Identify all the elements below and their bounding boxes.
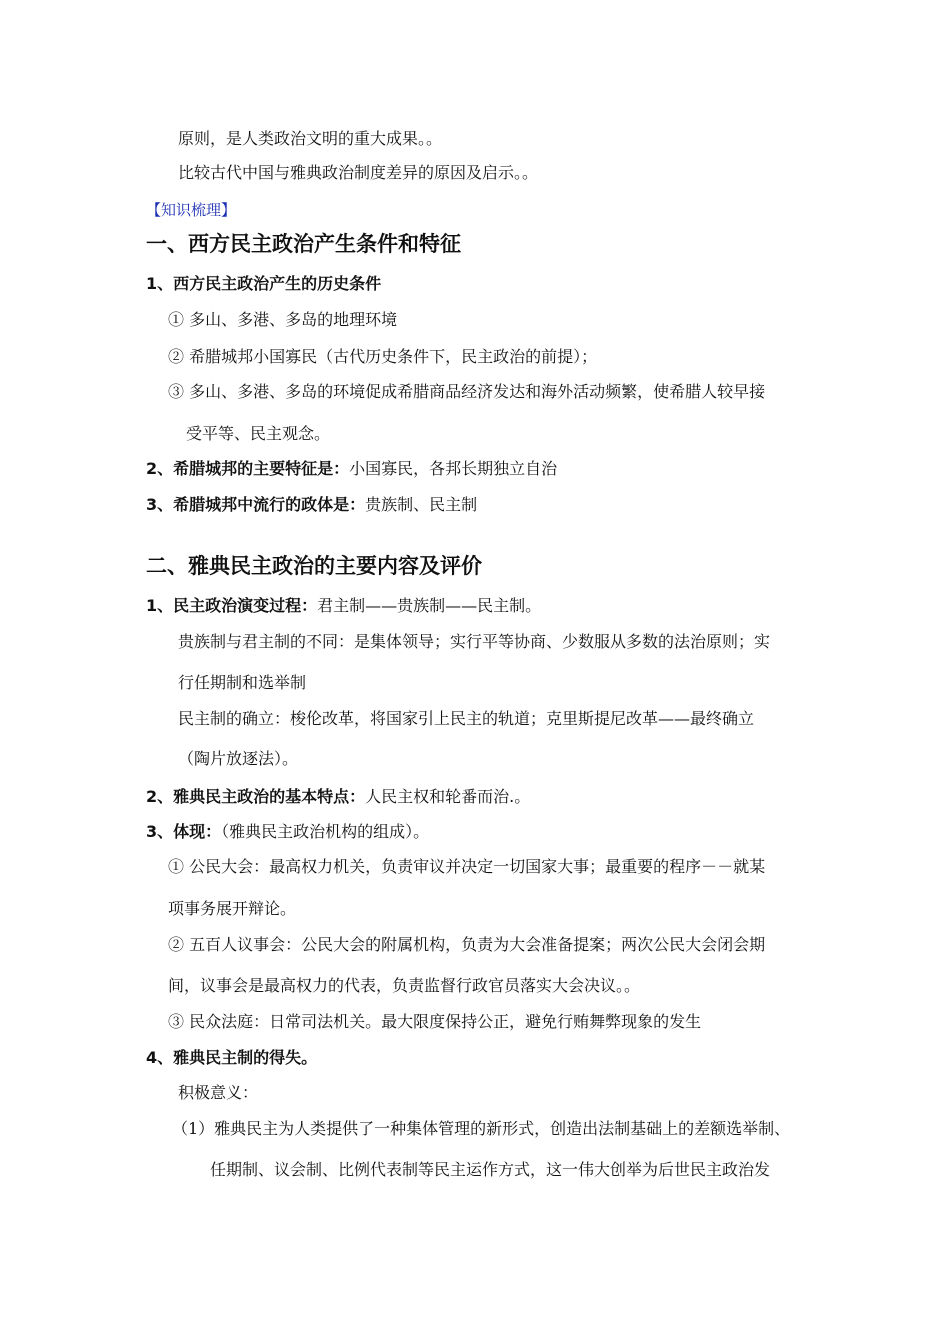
point-label: 3、体现： xyxy=(146,822,222,841)
paragraph-line: 积极意义： xyxy=(178,1083,259,1102)
point-text: （雅典民主政治机构的组成）。 xyxy=(221,822,430,841)
paragraph-line: 原则，是人类政治文明的重大成果。。 xyxy=(178,129,443,148)
point-label: 2、希腊城邦的主要特征是： xyxy=(146,459,350,478)
point-line xyxy=(146,459,557,479)
list-item-continuation: 任期制、议会制、比例代表制等民主运作方式，这一伟大创举为后世民主政治发 xyxy=(210,1160,771,1179)
point-text: 贵族制、民主制 xyxy=(365,495,478,514)
point-label: 1、民主政治演变过程： xyxy=(146,596,318,615)
list-item: ③ 多山、多港、多岛的环境促成希腊商品经济发达和海外活动频繁，使希腊人较早接 xyxy=(168,382,766,401)
point-label: 3、希腊城邦中流行的政体是： xyxy=(146,495,366,514)
list-item: ② 希腊城邦小国寡民（古代历史条件下，民主政治的前提）； xyxy=(168,347,598,366)
point-label: 2、雅典民主政治的基本特点： xyxy=(146,787,366,806)
point-line xyxy=(146,495,477,515)
list-item-continuation: 项事务展开辩论。 xyxy=(168,899,297,918)
list-item: ① 公民大会：最高权力机关，负责审议并决定一切国家大事；最重要的程序－－就某 xyxy=(168,857,766,876)
paragraph-line: 民主制的确立：梭伦改革，将国家引上民主的轨道；克里斯提尼改革——最终确立 xyxy=(178,709,755,728)
list-item-continuation: 间，议事会是最高权力的代表，负责监督行政官员落实大会决议。。 xyxy=(168,976,641,995)
point-text: 小国寡民，各邦长期独立自治 xyxy=(349,459,558,478)
subheading: 4、雅典民主制的得失。 xyxy=(146,1048,318,1067)
subheading: 1、西方民主政治产生的历史条件 xyxy=(146,274,382,293)
heading-section-1: 一、西方民主政治产生条件和特征 xyxy=(146,232,461,256)
list-item: ② 五百人议事会：公民大会的附属机构，负责为大会准备提案；两次公民大会闭会期 xyxy=(168,935,766,954)
point-line xyxy=(146,787,530,807)
list-item: ① 多山、多港、多岛的地理环境 xyxy=(168,310,398,329)
paragraph-line: 比较古代中国与雅典政治制度差异的原因及启示。。 xyxy=(178,163,539,182)
point-line xyxy=(146,596,541,616)
point-text: 人民主权和轮番而治.。 xyxy=(365,787,531,806)
section-tag: 【知识梳理】 xyxy=(146,201,237,219)
paragraph-line: （陶片放逐法）。 xyxy=(178,749,299,768)
list-item: ③ 民众法庭：日常司法机关。最大限度保持公正，避免行贿舞弊现象的发生 xyxy=(168,1012,702,1031)
list-item: （1）雅典民主为人类提供了一种集体管理的新形式，创造出法制基础上的差额选举制、 xyxy=(172,1119,791,1138)
paragraph-line: 行任期制和选举制 xyxy=(178,673,307,692)
paragraph-line: 贵族制与君主制的不同：是集体领导；实行平等协商、少数服从多数的法治原则；实 xyxy=(178,632,771,651)
point-line xyxy=(146,822,429,842)
list-item-continuation: 受平等、民主观念。 xyxy=(186,424,331,443)
heading-section-2: 二、雅典民主政治的主要内容及评价 xyxy=(146,554,482,578)
point-text: 君主制——贵族制——民主制。 xyxy=(317,596,542,615)
